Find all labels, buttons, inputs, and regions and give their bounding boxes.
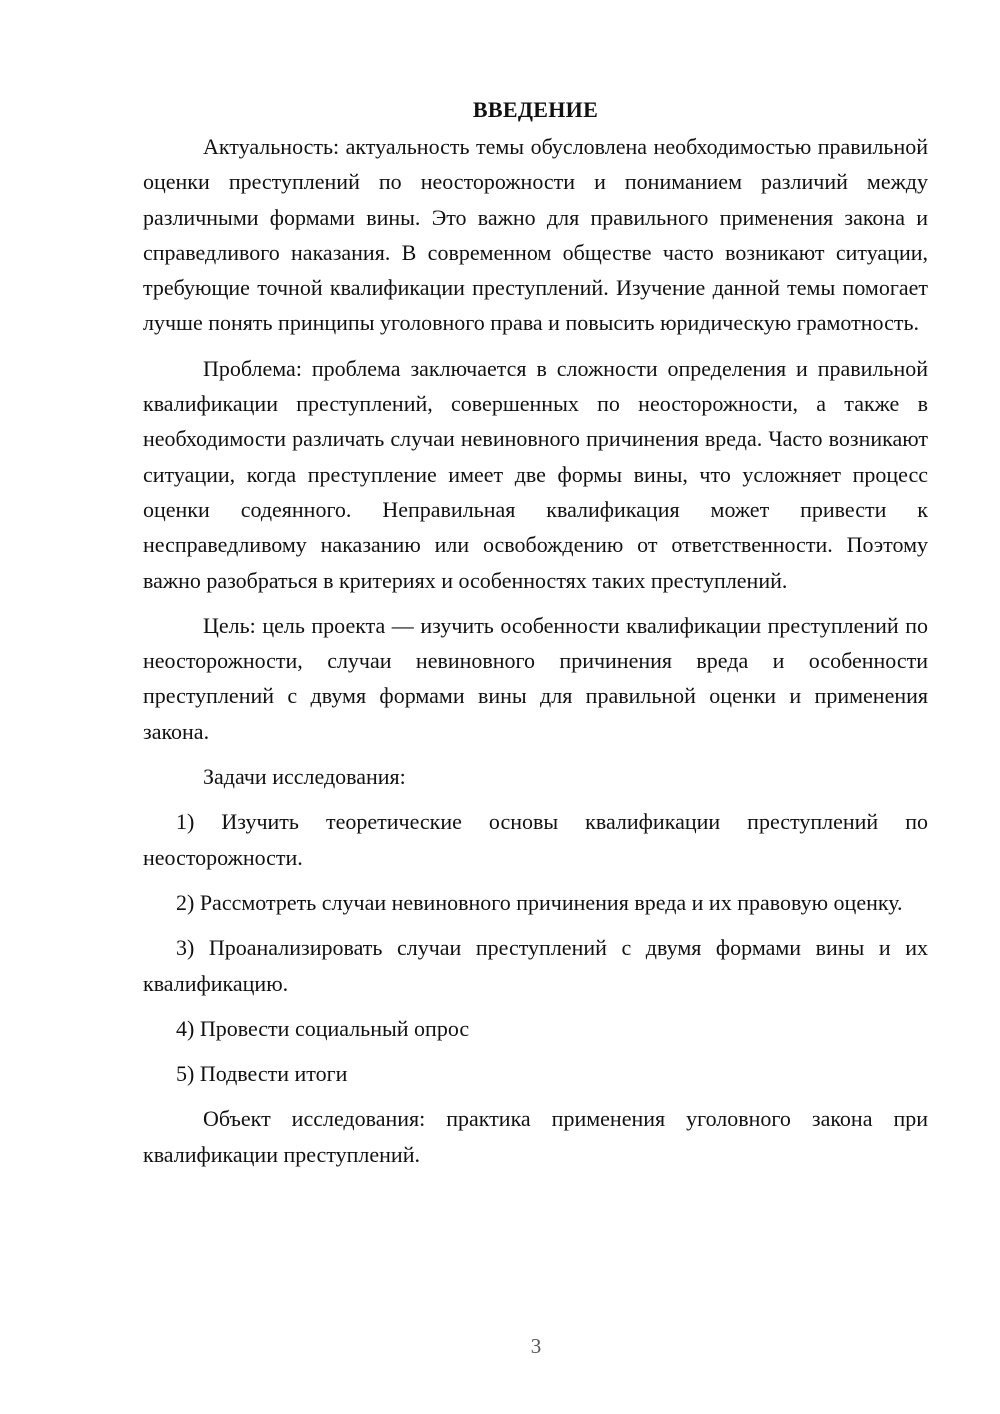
tasks-heading: Задачи исследования: [203, 764, 406, 790]
page-number: 3 [530, 1334, 542, 1358]
task-item: 5) Подвести итоги [176, 1061, 348, 1087]
document-page [143, 92, 928, 1182]
task-item: 4) Провести социальный опрос [176, 1015, 470, 1041]
page-title: ВВЕДЕНИЕ [472, 97, 599, 122]
object-paragraph: Объект исследования: практика применения уголовного закона при квалификации преступлений. [143, 1106, 928, 1167]
task-item: 2) Рассмотреть случаи невиновного причинения вреда и их правовую оценку. [176, 889, 903, 915]
relevance-paragraph: Актуальность: актуальность темы обусловлена необходимостью правильной оценки преступлений по неосторожности и пониманием различий между различными формами вины. Это важно для правильного применения закона и справедливого наказания. В современном обществе часто возникают ситуации, требующие точной квалификации преступлений. Изучение данной темы помогает лучше понять принципы уголовного права и повысить юридическую грамотность. [143, 134, 928, 336]
task-item: 3) Проанализировать случаи преступлений с двумя формами вины и их квалификацию. [143, 935, 928, 996]
task-item: 1) Изучить теоретические основы квалификации преступлений по неосторожности. [143, 809, 928, 870]
problem-paragraph: Проблема: проблема заключается в сложности определения и правильной квалификации преступлений, совершенных по неосторожности, а также в необходимости различать случаи невиновного причинения вреда. Часто возникают ситуации, когда преступление имеет две формы вины, что усложняет процесс оценки содеянного. Неправильная квалификация может привести к несправедливому наказанию или освобождению от ответственности. Поэтому важно разобраться в критериях и особенностях таких преступлений. [143, 355, 928, 593]
goal-paragraph: Цель: цель проекта — изучить особенности квалификации преступлений по неосторожности, случаи невиновного причинения вреда и особенности преступлений с двумя формами вины для правильной оценки и применения закона. [143, 612, 928, 744]
